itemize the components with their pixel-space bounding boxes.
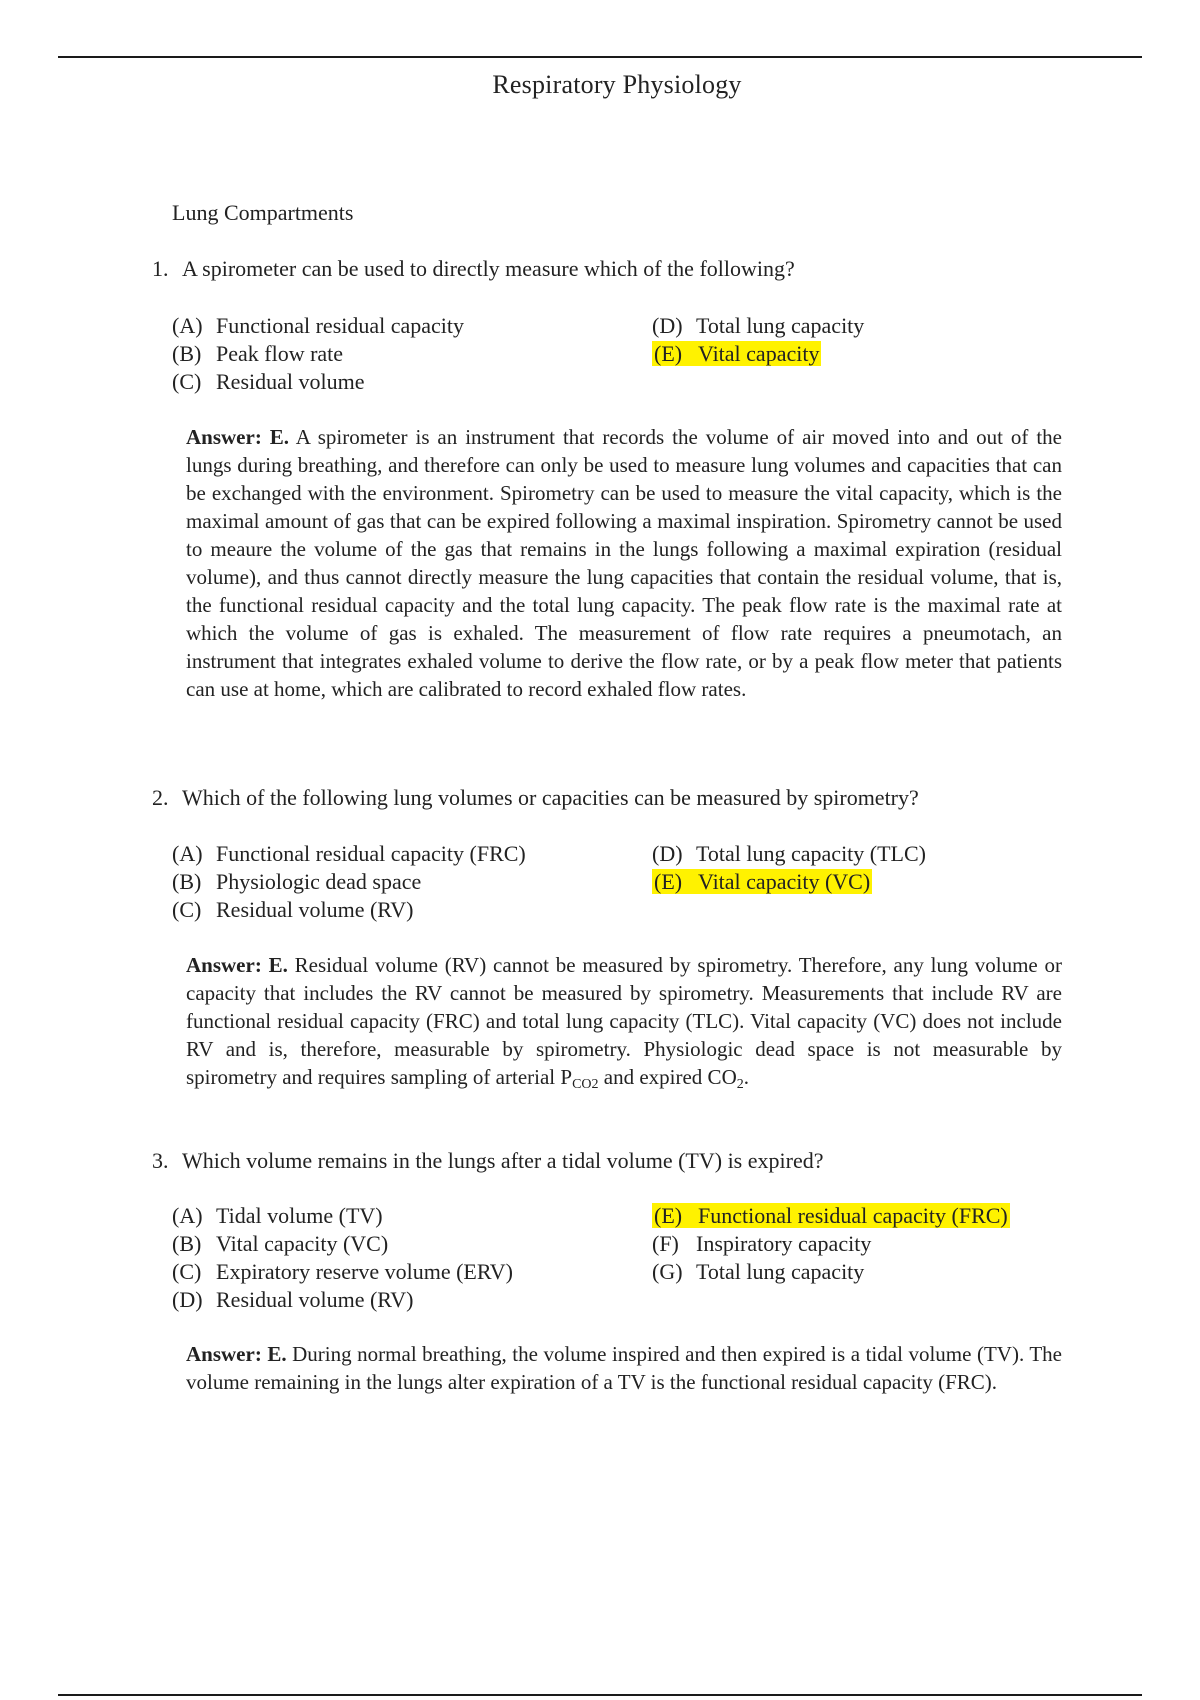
answer-1 [186,423,1062,703]
section-heading: Lung Compartments [172,200,354,225]
q3-options-right [652,1202,1010,1286]
question-text: Which of the following lung volumes or capacities can be measured by spirometry? [182,785,919,810]
option-b: (B) Peak flow rate [172,341,344,366]
question-1 [152,254,1102,284]
option-e-correct: (E) Vital capacity [654,341,820,366]
q2-options-left [172,840,526,924]
question-number: 2. [152,785,169,810]
question-number: 1. [152,256,169,281]
q3-options-left [172,1202,513,1314]
answer-text: During normal breathing, the volume inspired and then expired is a tidal volume (TV). The volume remaining in the lungs alter expiration of a TV is the functional residual capacity (FRC). [186,1342,1062,1394]
answer-text: Residual volume (RV) cannot be measured by spirometry. Therefore, any lung volume or capacity that includes the RV cannot be measured by spirometry. Measurements that include RV are functional residual capacity (FRC) and total lung capacity (TLC). Vital capacity (VC) does not include RV and is, therefore, measurable by spirometry. Physiologic dead space is not measurable by spirometry and requires sampling of arterial P [186,953,1063,1089]
answer-text-mid: and expired CO [598,1065,737,1089]
answer-prefix: Answer: E. [186,425,290,449]
option-d: (D) Residual volume (RV) [172,1287,414,1312]
bottom-rule [58,1694,1142,1696]
question-3 [152,1146,1102,1176]
question-2 [152,783,1102,813]
q1-options-right [652,312,864,368]
option-b: (B) Vital capacity (VC) [172,1231,389,1256]
page-title: Respiratory Physiology [492,70,742,99]
option-c: (C) Residual volume (RV) [172,897,414,922]
subscript-2: 2 [736,1077,744,1092]
answer-text-end: . [743,1065,749,1089]
answer-text: A spirometer is an instrument that records the volume of air moved into and out of the lungs during breathing, and therefore can only be used to measure lung volumes and capacities that can be exchanged with the environment. Spirometry can be used to measure the vital capacity, which is the maximal amount of gas that can be expired following a maximal inspiration. Spirometry cannot be used to meaure the volume of the gas that remains in the lungs following a maximal expiration (residual volume), and thus cannot directly measure the lung capacities that contain the residual volume, that is, the functional residual capacity and the total lung capacity. The peak flow rate is the maximal rate at which the volume of gas is exhaled. The measurement of flow rate requires a pneumotach, an instrument that integrates exhaled volume to derive the flow rate, or by a peak flow meter that patients can use at home, which are calibrated to record exhaled flow rates. [186,425,1062,701]
answer-3 [186,1340,1062,1396]
option-g: (G) Total lung capacity [652,1259,865,1284]
option-c: (C) Residual volume [172,369,365,394]
option-d: (D) Total lung capacity [652,313,865,338]
question-text: A spirometer can be used to directly measure which of the following? [182,256,795,281]
option-e-correct: (E) Vital capacity (VC) [654,869,871,894]
answer-prefix: Answer: E. [186,1342,287,1366]
option-b: (B) Physiologic dead space [172,869,422,894]
option-a: (A) Functional residual capacity [172,313,465,338]
option-f: (F) Inspiratory capacity [652,1231,872,1256]
answer-prefix: Answer: E. [186,953,288,977]
option-d: (D) Total lung capacity (TLC) [652,841,926,866]
answer-2 [186,951,1062,1091]
option-a: (A) Tidal volume (TV) [172,1203,383,1228]
question-text: Which volume remains in the lungs after a tidal volume (TV) is expired? [182,1148,824,1173]
top-rule [58,56,1142,58]
option-e-correct: (E) Functional residual capacity (FRC) [654,1203,1008,1228]
option-c: (C) Expiratory reserve volume (ERV) [172,1259,513,1284]
option-a: (A) Functional residual capacity (FRC) [172,841,526,866]
q2-options-right [652,840,926,896]
subscript-co2: CO2 [572,1077,599,1092]
q1-options-left [172,312,464,396]
question-number: 3. [152,1148,169,1173]
